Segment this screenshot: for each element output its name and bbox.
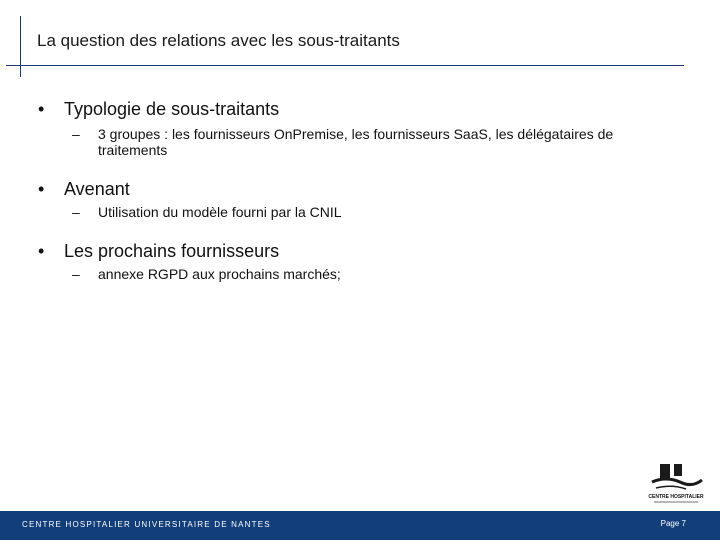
logo-text: CENTRE HOSPITALIER xyxy=(648,494,704,500)
bullet-item xyxy=(38,241,279,262)
bullet-marker: • xyxy=(38,99,45,119)
bullet-label: Les prochains fournisseurs xyxy=(64,241,280,261)
bullet-label: Typologie de sous-traitants xyxy=(64,99,280,119)
sub-bullet-item xyxy=(72,266,632,282)
sub-bullet-text: 3 groupes : les fournisseurs OnPremise, les fournisseurs SaaS, les délégataires de traitements xyxy=(98,126,614,158)
bullet-marker: • xyxy=(38,241,45,261)
page-number: Page 7 xyxy=(660,519,686,528)
sub-bullet-text: annexe RGPD aux prochains marchés; xyxy=(98,266,341,282)
footer-organization: CENTRE HOSPITALIER UNIVERSITAIRE DE NANTES xyxy=(22,520,271,529)
slide-title: La question des relations avec les sous-traitants xyxy=(37,31,400,50)
bullet-marker: • xyxy=(38,179,45,199)
bullet-item xyxy=(38,179,130,200)
sub-bullet-marker: – xyxy=(72,204,80,220)
header-vertical-rule xyxy=(20,16,21,77)
sub-bullet-marker: – xyxy=(72,126,80,142)
chu-nantes-logo-icon xyxy=(646,462,706,504)
footer-bar xyxy=(0,511,720,540)
sub-bullet-item xyxy=(72,126,632,158)
header-horizontal-rule xyxy=(6,65,684,66)
bullet-item xyxy=(38,99,279,120)
sub-bullet-marker: – xyxy=(72,266,80,282)
sub-bullet-item xyxy=(72,204,632,220)
sub-bullet-text: Utilisation du modèle fourni par la CNIL xyxy=(98,204,342,220)
bullet-label: Avenant xyxy=(64,179,130,199)
